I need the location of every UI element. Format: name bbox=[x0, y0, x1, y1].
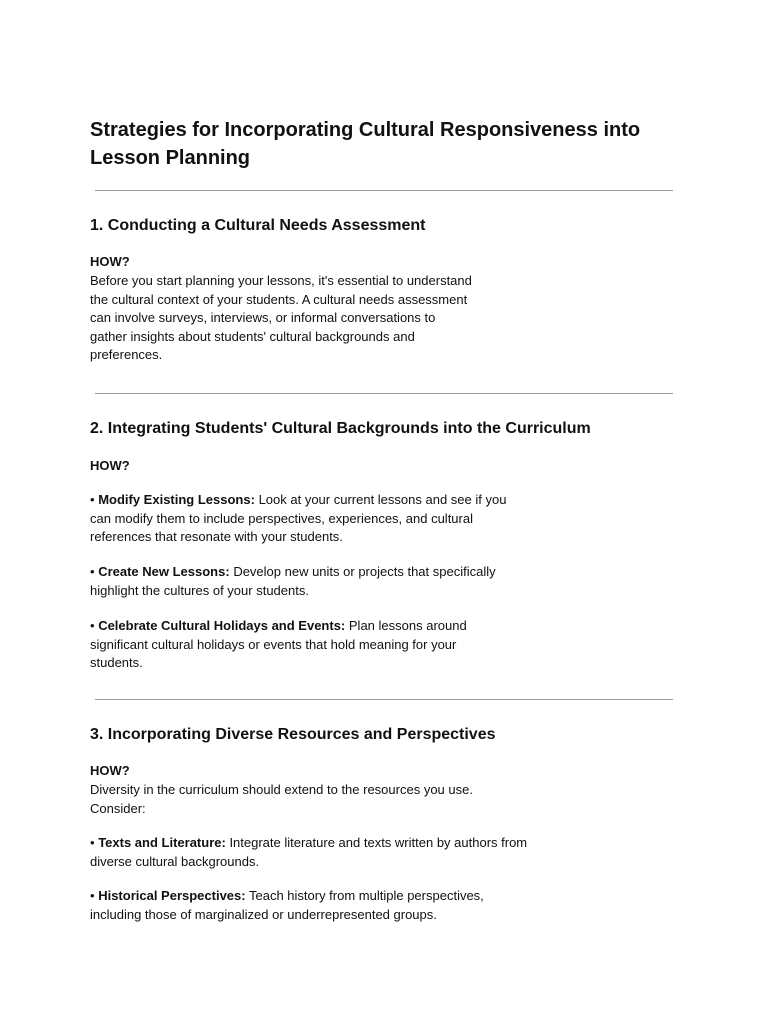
bullet-term: Texts and Literature: bbox=[98, 835, 226, 850]
bullet-item bbox=[90, 563, 528, 600]
bullet-text: Integrate literature and texts written by authors from diverse cultural backgrounds. bbox=[90, 835, 528, 869]
bullet-term: Celebrate Cultural Holidays and Events: bbox=[98, 618, 346, 633]
bullet-text: Teach history from multiple perspectives, including those of marginalized or underrepresented groups. bbox=[90, 888, 484, 922]
bullet-text: Plan lessons around significant cultural holidays or events that hold meaning for your students. bbox=[90, 618, 467, 670]
section-divider bbox=[95, 190, 673, 191]
section-heading-2: 2. Integrating Students' Cultural Backgrounds into the Curriculum bbox=[90, 420, 591, 437]
bullet-marker: • bbox=[90, 888, 95, 903]
bullet-item bbox=[90, 887, 515, 924]
bullet-text: Develop new units or projects that specifically highlight the cultures of your students. bbox=[90, 564, 496, 598]
section-3-paragraph: Diversity in the curriculum should extend to the resources you use. Consider: bbox=[90, 782, 473, 816]
section-divider bbox=[95, 393, 673, 394]
bullet-marker: • bbox=[90, 492, 95, 507]
bullet-item bbox=[90, 834, 530, 871]
bullet-term: Create New Lessons: bbox=[98, 564, 230, 579]
section-heading-3: 3. Incorporating Diverse Resources and Perspectives bbox=[90, 726, 496, 743]
bullet-item bbox=[90, 491, 515, 547]
bullet-marker: • bbox=[90, 564, 95, 579]
bullet-term: Modify Existing Lessons: bbox=[98, 492, 255, 507]
how-label-2: HOW? bbox=[90, 458, 130, 473]
how-label-1: HOW? bbox=[90, 254, 130, 269]
section-heading-1: 1. Conducting a Cultural Needs Assessment bbox=[90, 217, 426, 234]
section-1-paragraph: Before you start planning your lessons, it's essential to understand the cultural context of your students. A cultural needs assessment can involve surveys, interviews, or informal conversations to gather insights about students' cultural backgrounds and preferences. bbox=[90, 273, 472, 362]
bullet-item bbox=[90, 617, 500, 673]
how-label-3: HOW? bbox=[90, 763, 130, 778]
section-divider bbox=[95, 699, 673, 700]
page-title: Strategies for Incorporating Cultural Responsiveness into Lesson Planning bbox=[90, 119, 641, 169]
bullet-text: Look at your current lessons and see if you can modify them to include perspectives, experiences, and cultural references that resonate with your students. bbox=[90, 492, 507, 544]
bullet-marker: • bbox=[90, 835, 95, 850]
bullet-marker: • bbox=[90, 618, 95, 633]
bullet-term: Historical Perspectives: bbox=[98, 888, 246, 903]
